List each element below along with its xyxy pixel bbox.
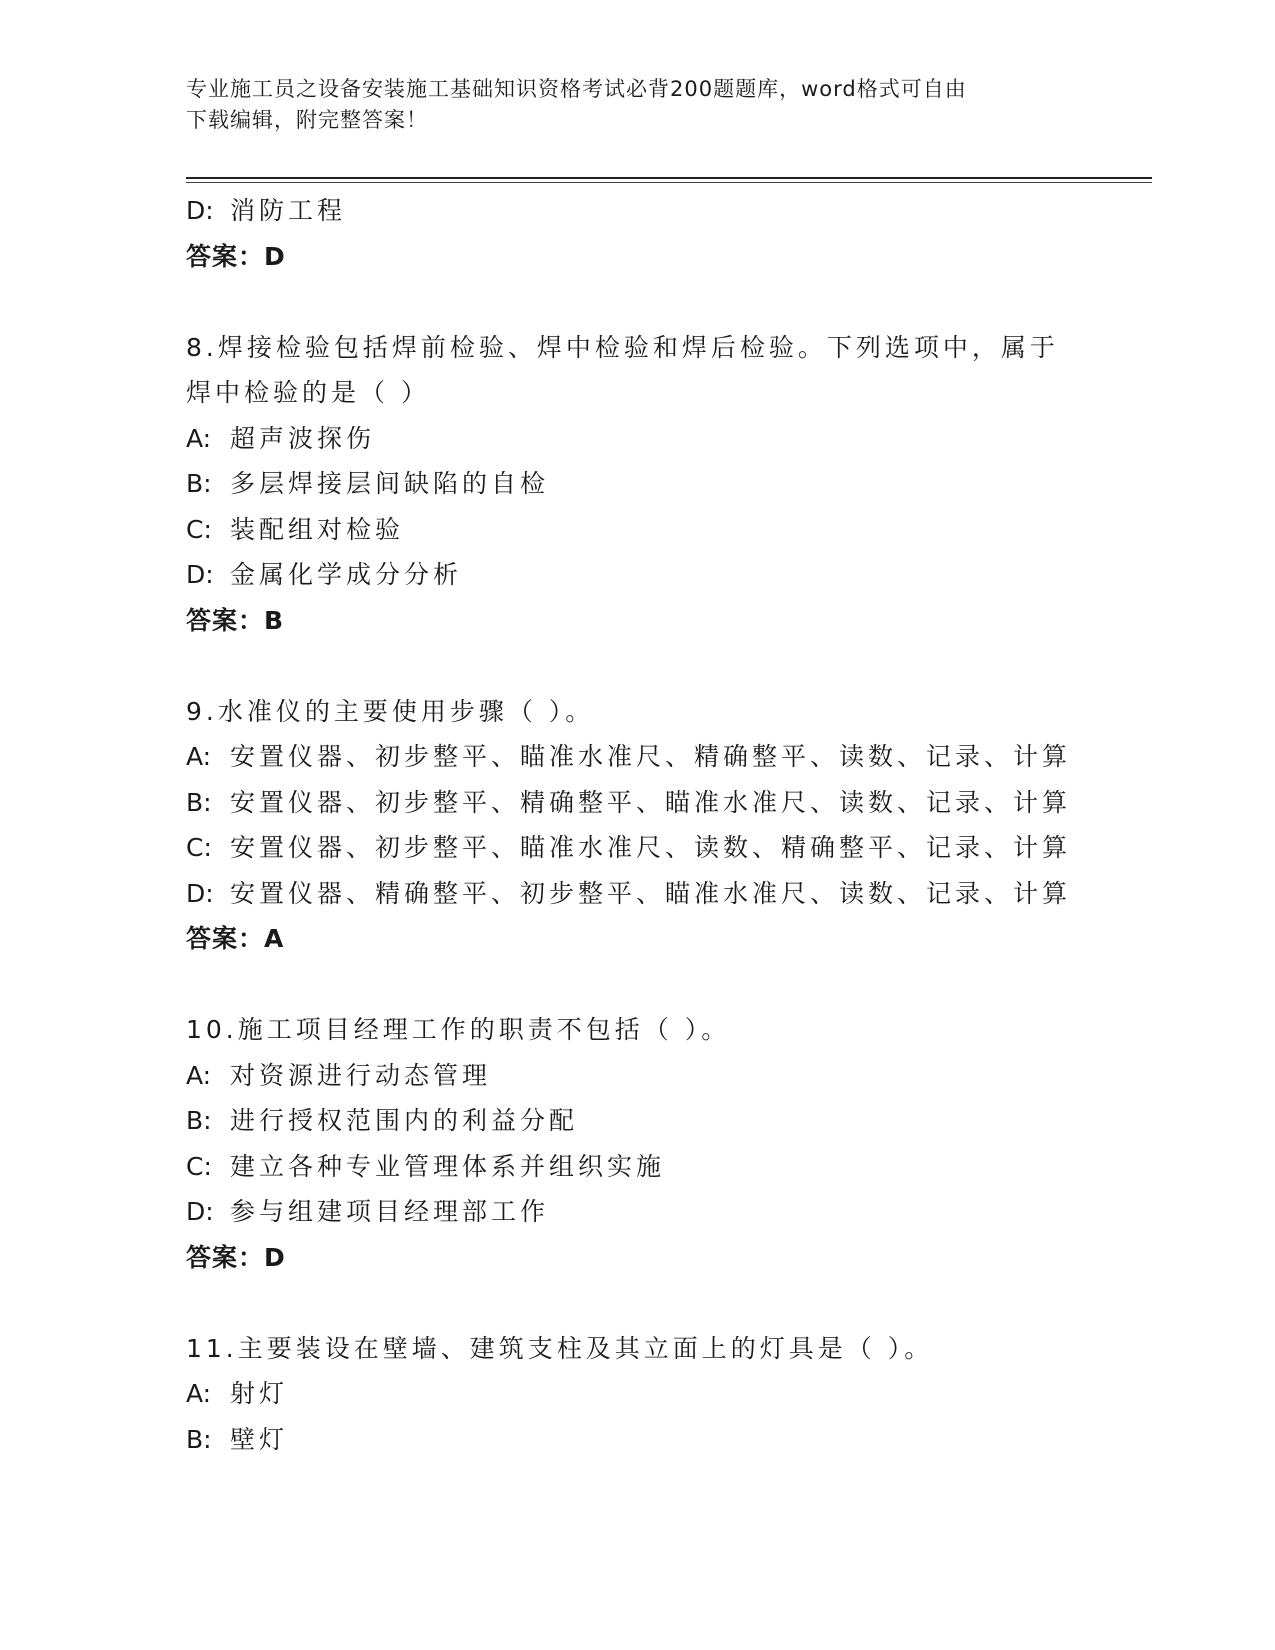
question-stem: 11.主要装设在壁墙、建筑支柱及其立面上的灯具是（ ）。 [186,1333,934,1363]
option-line [186,1371,1116,1417]
spacer [186,962,1116,1008]
header-line-1: 专业施工员之设备安装施工基础知识资格考试必背200题题库，word格式可自由 [186,77,967,101]
option-line [186,507,1116,553]
option-key: A: [186,1060,212,1090]
option-line [186,734,1116,780]
option-key: A: [186,423,212,453]
option-text: 射灯 [230,1379,289,1408]
option-text: 安置仪器、初步整平、瞄准水准尺、读数、精确整平、记录、计算 [230,833,1072,862]
option-line [186,552,1116,598]
option-text: 多层焊接层间缺陷的自检 [230,469,550,498]
answer-line: 答案：A [186,924,285,953]
header-line-2: 下载编辑，附完整答案！ [186,108,428,132]
question-stem: 10.施工项目经理工作的职责不包括（ ）。 [186,1015,731,1044]
option-key: B: [186,1106,212,1135]
option-text: 建立各种专业管理体系并组织实施 [230,1151,666,1181]
option-text: 参与组建项目经理部工作 [230,1197,550,1226]
question-list [186,188,1116,1462]
option-line [186,1417,1116,1463]
option-key: D: [186,878,214,908]
question-stem: 8.焊接检验包括焊前检验、焊中检验和焊后检验。下列选项中，属于 [186,332,1059,362]
option-text: 装配组对检验 [230,514,405,544]
answer-line: 答案：B [186,605,285,635]
option-key: D: [186,1197,214,1226]
option-line [186,416,1116,462]
question-stem: 焊中检验的是（ ） [186,378,430,407]
option-text: 超声波探伤 [230,423,376,453]
question-stem: 9.水准仪的主要使用步骤（ ）。 [186,696,595,726]
option-key: D: [186,196,214,225]
answer-line: 答案：D [186,241,286,271]
option-text: 对资源进行动态管理 [230,1060,492,1090]
header-rule-thick [186,177,1152,179]
option-key: B: [186,1424,212,1454]
option-line [186,461,1116,507]
spacer [186,279,1116,325]
option-line [186,1144,1116,1190]
spacer [186,1280,1116,1326]
option-text: 金属化学成分分析 [230,560,463,589]
option-key: B: [186,787,212,817]
option-key: A: [186,742,212,771]
option-key: D: [186,560,214,589]
answer-line: 答案：D [186,1242,286,1272]
option-text: 安置仪器、精确整平、初步整平、瞄准水准尺、读数、记录、计算 [230,878,1072,908]
option-key: C: [186,1151,212,1181]
document-header [186,74,1066,136]
option-line [186,780,1116,826]
option-text: 进行授权范围内的利益分配 [230,1106,579,1135]
spacer [186,643,1116,689]
header-rule-thin [186,182,1152,183]
option-key: C: [186,833,212,862]
option-text: 壁灯 [230,1424,289,1454]
option-line [186,1098,1116,1144]
option-key: A: [186,1379,212,1408]
option-line [186,188,1116,234]
option-key: B: [186,469,212,498]
option-line [186,871,1116,917]
option-line [186,825,1116,871]
option-text: 消防工程 [230,196,347,225]
option-line [186,1053,1116,1099]
option-text: 安置仪器、初步整平、瞄准水准尺、精确整平、读数、记录、计算 [230,742,1072,771]
option-key: C: [186,514,212,544]
option-text: 安置仪器、初步整平、精确整平、瞄准水准尺、读数、记录、计算 [230,787,1072,817]
option-line [186,1189,1116,1235]
